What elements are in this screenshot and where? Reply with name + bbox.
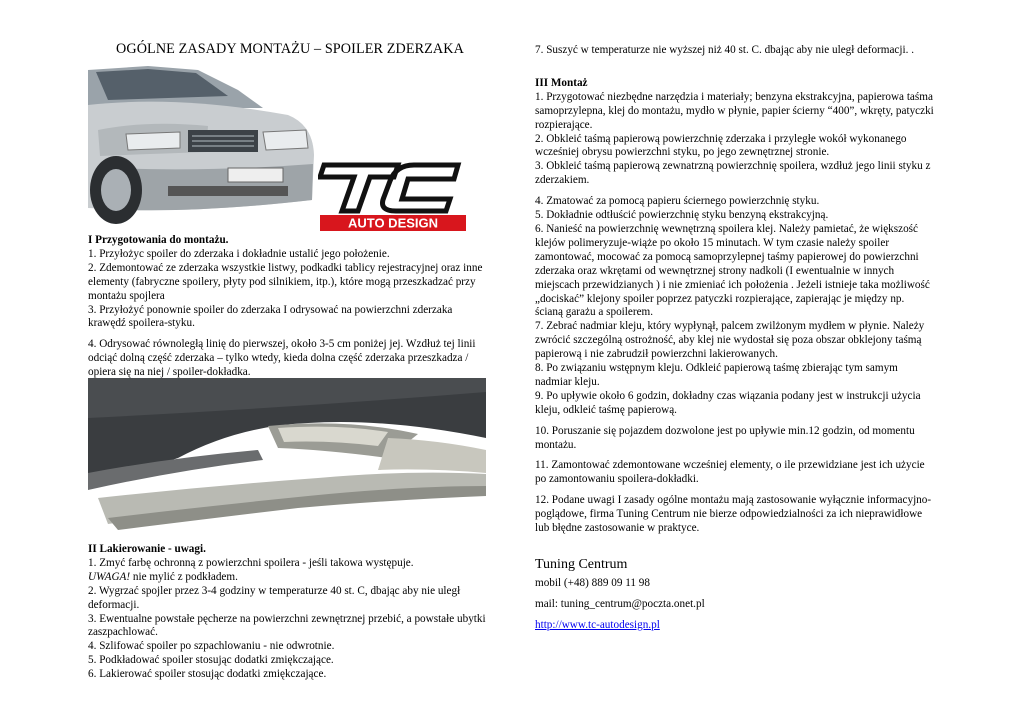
- montage-step11: 11. Zamontować zdemontowane wcześniej elementy, o ile przewidziane jest ich użycie po zamontowaniu spoilera-dokładki.: [535, 459, 925, 486]
- warning-text: nie mylić z podkładem.: [130, 570, 238, 583]
- contact-mail: mail: tuning_centrum@poczta.onet.pl: [535, 597, 705, 610]
- montage-step: 5. Dokładnie odtłuścić powierzchnię styku benzyną ekstrakcyjną.: [535, 209, 829, 222]
- bumper-cut-photo: [88, 378, 486, 538]
- section2-line: 3. Ewentualne powstałe pęcherze na powierzchni zewnętrznej przebić, a powstałe ubytki zaszpachlować.: [88, 612, 486, 639]
- section2-line: 1. Zmyć farbę ochronną z powierzchni spoilera - jeśli takowa występuje.: [88, 556, 414, 569]
- montage-step: 4. Zmatować za pomocą papieru ściernego powierzchnię styku.: [535, 195, 820, 208]
- section2-warning-line: [88, 571, 492, 585]
- logo-tagline: AUTO DESIGN: [347, 215, 439, 231]
- montage-step10: 10. Poruszanie się pojazdem dozwolone jest po upływie min.12 godzin, od momentu montażu.: [535, 424, 915, 451]
- section2-heading: II Lakierowanie - uwagi.: [88, 543, 206, 555]
- section1-line: 1. Przyłożyc spoiler do zderzaka i dokładnie ustalić jego położenie.: [88, 247, 390, 260]
- section1-line: 2. Zdemontować ze zderzaka wszystkie listwy, podkadki tablicy rejestracyjnej oraz inne elementy (fabryczne spoilery, płyty pod silnikiem, itp.), które mogą przeszkadzać przy montażu spojlera: [88, 261, 483, 302]
- section-preparation: [88, 234, 492, 380]
- section2-line: 4. Szlifować spoiler po szpachlowaniu - nie odwrotnie.: [88, 640, 335, 653]
- right-column: [535, 44, 935, 633]
- section-painting: [88, 543, 492, 682]
- montage-step12: 12. Podane uwagi I zasady ogólne montażu mają zastosowanie wyłącznie informacyjno-poglądowe, firma Tuning Centrum nie bierze odpowiedzialności za ich nieprawidłowe lub błędne zastosowanie w praktyce.: [535, 494, 932, 535]
- section3-line: 2. Obkleić taśmą papierową powierzchnię zderzaka i przyległe wokół wykonanego wcześniej obrysu powierzchni styku, po jego zewnętrznej stronie.: [535, 132, 907, 159]
- montage-step: 8. Po związaniu wstępnym kleju. Odkleić papierową taśmę zbierając tym samym nadmiar kleju.: [535, 362, 898, 388]
- section3-line: 3. Obkleić taśmą papierową zewnatrzną powierzchnię spoilera, wzdłuż jego linii styku z zderzakiem.: [535, 160, 931, 187]
- warning-label: UWAGA!: [88, 570, 131, 583]
- montage-step: 6. Nanieść na powierzchnię wewnętrzną spoilera klej. Należy pamietać, że większość klejów polimeryzuje-wiąże po około 15 minutach. W tym czasie należy spoiler zamontować, mocować za pomocą samoprzylepnej taśmy papierowej do powierzchni zderzaka oraz wkrętami od wewnętrznej strony nadkoli (I ewentualnie w innych miejscach przewidzianych ) i nie zmieniać ich położenia . Jeżeli istnieje taka możliwość „dociskać” klejony spoiler poprzez patyczki rozpierające, zapierając je między np. ścianą garażu a spoilerem.: [535, 222, 930, 319]
- section3-line: 1. Przygotować niezbędne narzędzia i materiały; benzyna ekstrakcyjna, papierowa taśma samoprzylepna, klej do montażu, mydło w płynie, papier ścierny “400”, wkręty, patyczki rozpierające.: [535, 90, 934, 131]
- section2-line: 2. Wygrzać spojler przez 3-4 godziny w temperaturze 40 st. C, dbając aby nie uległ deformacji.: [88, 584, 461, 611]
- page-title: OGÓLNE ZASADY MONTAŻU – SPOILER ZDERZAKA: [116, 41, 464, 57]
- contact-mobile: mobil (+48) 889 09 11 98: [535, 576, 650, 589]
- step7-drying: 7. Suszyć w temperaturze nie wyższej niż 40 st. C. dbając aby nie uległ deformacji. .: [535, 44, 915, 56]
- left-column: [88, 38, 492, 57]
- website-link[interactable]: http://www.tc-autodesign.pl: [535, 618, 660, 631]
- company-name: Tuning Centrum: [535, 557, 628, 572]
- car-front-photo: [88, 60, 316, 228]
- section2-line: 5. Podkładować spoiler stosując dodatki zmiękczające.: [88, 654, 334, 667]
- section3-heading: III Montaż: [535, 76, 588, 89]
- section1-step4: 4. Odrysować równoległą linię do pierwszej, około 3-5 cm poniżej jej. Wzdłuż tej linii odciąć dolną część zderzaka – tylko wtedy, kieda dolna część zderzaka przeszkadza / opiera się na niej / spoiler-dokładka.: [88, 338, 476, 379]
- section2-line: 6. Lakierować spoiler stosując dodatki zmiękczające.: [88, 668, 327, 681]
- montage-step: 7. Zebrać nadmiar kleju, który wypłynął, palcem zwilżonym mydłem w płynie. Należy zwrócić szczególną ostrożność, aby klej nie wydostał się poza obszar obklejony taśmą papierową i nie zabrudził powierzchni lakierowanych.: [535, 320, 925, 361]
- montage-step: 9. Po upływie około 6 godzin, dokładny czas wiązania podany jest w instrukcji użycia kleju, odkleić taśmę papierową.: [535, 389, 921, 416]
- section1-heading: I Przygotowania do montażu.: [88, 234, 229, 246]
- tc-auto-design-logo: [318, 157, 468, 232]
- section1-line: 3. Przyłożyć ponownie spoiler do zderzaka I odrysować na powierzchni zderzaka krawędź spoilera-styku.: [88, 303, 453, 330]
